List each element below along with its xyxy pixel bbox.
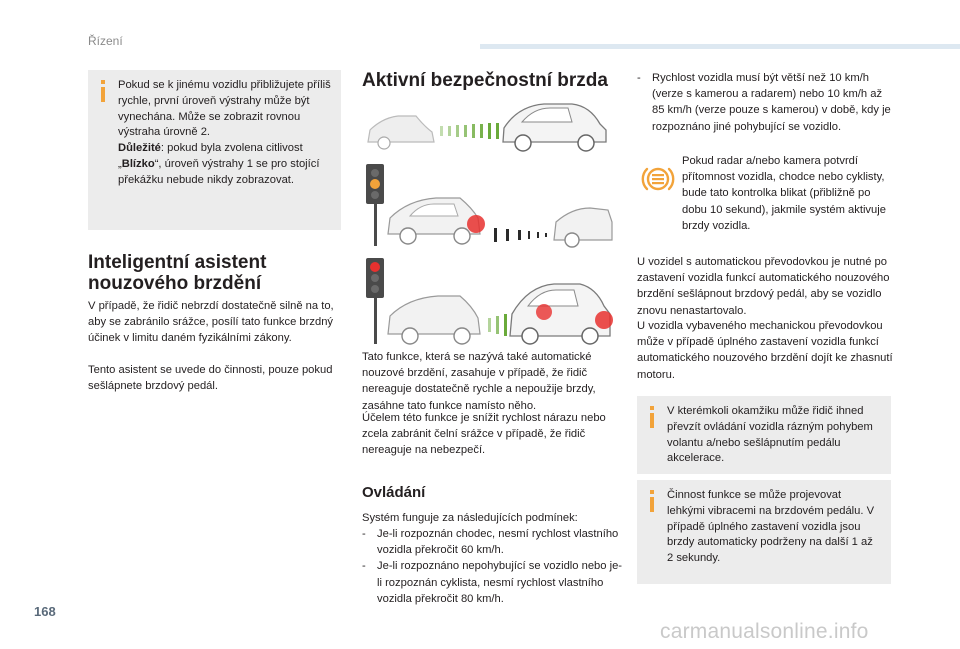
condition-item: - Rychlost vozidla musí být větší než 10 km/h (verze s kamerou a radarem) nebo 10 km/h až 85 km/h (verze pouze s kamerou) v době, kdy je rozpoznáno jiné pohybující se vozidlo. xyxy=(637,70,893,135)
note-text: V kterémkoli okamžiku může řidič ihned převzít ovládání vozidla rázným pohybem volantu a/nebo sešlápnutím pedálu akcelerace. xyxy=(667,405,873,465)
heading-controls: Ovládání xyxy=(362,484,426,501)
illustration-warning-alert-car xyxy=(358,162,618,248)
info-icon xyxy=(97,80,109,102)
info-note-warning-level xyxy=(88,70,341,230)
paragraph-function-1: Tato funkce, která se nazývá také automatické nouzové brzdění, zasahuje v případě, že řidič nereaguje dostatečně rychle a nepoužije brzdy, zasáhne tato funkce namísto něho. xyxy=(362,351,596,412)
conditions-list-middle xyxy=(362,526,624,607)
paragraph-warning-lamp: Pokud radar a/nebo kamera potvrdí přítomnost vozidla, chodce nebo cyklisty, bude tato kontrolka blikat (přibližně po dobu 10 sekund), jakmile systém aktivuje brzdy vozidla. xyxy=(682,155,886,232)
note-text: Pokud se k jinému vozidlu přibližujete příliš rychle, první úroveň výstrahy může být vynechána. Může se zobrazit rovnou výstraha úrovně 2. Důležité: pokud byla zvolena citlivost „Blízko“, úroveň výstrahy 1 se pro stojící překážku nebude nikdy zobrazovat. xyxy=(118,79,331,186)
header-bar xyxy=(480,44,960,49)
paragraph-assistant-2: Tento asistent se uvede do činnosti, pouze pokud sešlápnete brzdový pedál. xyxy=(88,364,333,393)
info-icon xyxy=(646,490,658,512)
heading-active-safety-brake: Aktivní bezpečnostní brzda xyxy=(362,70,608,91)
paragraph-assistant-1: V případě, že řidič nebrzdí dostatečně silně na to, aby se zabránilo srážce, posílí tato funkce brzdný účinek v limitu daném fyzikálními zákony. xyxy=(88,300,334,345)
warning-lamp-icon xyxy=(641,162,675,196)
conditions-list-right xyxy=(637,70,893,135)
paragraph-manual-gearbox: U vozidla vybaveného mechanickou převodovkou může v případě úplného zastavení vozidla funkcí automatického nouzového brzdění dojít ke zhasnutí motoru. xyxy=(637,320,893,381)
info-icon xyxy=(646,406,658,428)
note-text: Činnost funkce se může projevovat lehkými vibracemi na brzdovém pedálu. V případě úplného zastavení vozidla jsou brzdy automaticky podrženy na další 1 až 2 sekundy. xyxy=(667,489,875,565)
condition-item: - Je-li rozpoznáno nepohybující se vozidlo nebo je-li rozpoznán cyklista, nesmí rychlost vlastního vozidla překročit 80 km/h. xyxy=(362,558,624,607)
info-note-brake-vibration xyxy=(637,480,891,584)
condition-item: - Je-li rozpoznán chodec, nesmí rychlost vlastního vozidla překročit 60 km/h. xyxy=(362,526,624,558)
paragraph-function-2: Účelem této funkce je snížit rychlost nárazu nebo zcela zabránit čelní srážce v případě, že řidič nereaguje na nebezpečí. xyxy=(362,412,606,457)
illustration-emergency-braking xyxy=(358,256,618,346)
page-number: 168 xyxy=(34,604,56,619)
paragraph-automatic-gearbox: U vozidel s automatickou převodovkou je nutné po zastavení vozidla funkcí automatického nouzového brzdění sešlápnout brzdový pedál, aby se vozidlo znovu nenastartovalo. xyxy=(637,256,890,317)
illustration-car-approaching-car xyxy=(358,96,618,154)
watermark: carmanualsonline.info xyxy=(660,620,869,643)
paragraph-conditions-intro: Systém funguje za následujících podmínek: xyxy=(362,512,578,524)
info-note-driver-override xyxy=(637,396,891,474)
section-label: Řízení xyxy=(88,34,123,48)
heading-intelligent-assistant: Inteligentní asistent nouzového brzdění xyxy=(88,252,267,294)
